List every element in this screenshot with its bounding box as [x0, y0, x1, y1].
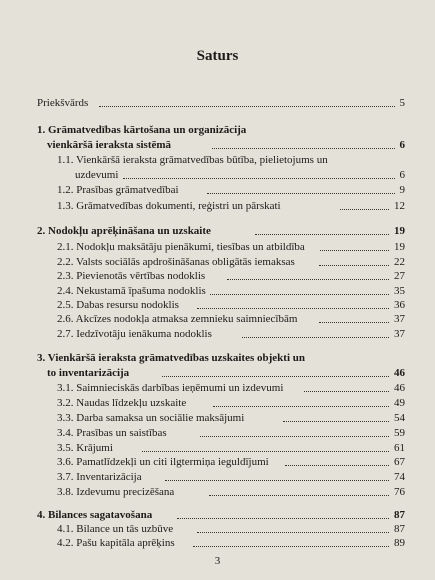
section-4-1 — [57, 522, 405, 536]
dot-leader — [207, 193, 395, 194]
section-2-5-page: 36 — [394, 299, 405, 311]
dot-leader — [283, 421, 389, 422]
section-3-1-label: 3.1. Saimnieciskās darbības ieņēmumi un izdevumi — [57, 382, 284, 394]
dot-leader — [319, 322, 389, 323]
section-1-3-page: 12 — [394, 200, 405, 212]
section-2-2 — [57, 255, 405, 269]
section-2-7 — [57, 327, 405, 341]
section-1-1-line2-page: 6 — [399, 169, 405, 181]
section-1-2-page: 9 — [399, 184, 405, 196]
chapter-2-title-label: 2. Nodokļu aprēķināšana un uzskaite — [37, 225, 211, 237]
dot-leader — [142, 451, 389, 452]
section-2-7-label: 2.7. Iedzīvotāju ienākuma nodoklis — [57, 328, 212, 340]
section-3-3-page: 54 — [394, 412, 405, 424]
foreword-entry-label: Priekšvārds — [37, 97, 89, 109]
section-4-2-label: 4.2. Pašu kapitāla aprēķins — [57, 537, 175, 549]
section-3-4 — [57, 426, 405, 440]
page-number: 3 — [214, 555, 221, 567]
dot-leader — [197, 532, 389, 533]
chapter-2-title — [37, 224, 405, 238]
section-3-8 — [57, 485, 405, 499]
section-3-6 — [57, 455, 405, 469]
dot-leader — [212, 148, 395, 149]
section-3-2-label: 3.2. Naudas līdzekļu uzskaite — [57, 397, 187, 409]
dot-leader — [99, 106, 395, 107]
section-2-5 — [57, 298, 405, 312]
section-3-2-page: 49 — [394, 397, 405, 409]
section-1-2-label: 1.2. Prasības grāmatvedībai — [57, 184, 179, 196]
section-4-1-page: 87 — [394, 523, 405, 535]
section-4-2-page: 89 — [394, 537, 405, 549]
chapter-3-title-line2 — [47, 366, 405, 380]
dot-leader — [193, 546, 389, 547]
dot-leader — [177, 518, 389, 519]
dot-leader — [304, 391, 389, 392]
dot-leader — [165, 480, 389, 481]
section-1-1 — [57, 153, 405, 167]
page-title: Saturs — [196, 48, 239, 64]
section-1-1-label: 1.1. Vienkāršā ieraksta grāmatvedības būtība, pielietojums un — [57, 154, 328, 166]
section-2-5-label: 2.5. Dabas resursu nodoklis — [57, 299, 179, 311]
section-1-1-line2-label: uzdevumi — [75, 169, 119, 181]
dot-leader — [213, 406, 389, 407]
section-2-4 — [57, 284, 405, 298]
dot-leader — [197, 308, 389, 309]
chapter-1-title-line2-label: vienkāršā ieraksta sistēmā — [47, 139, 172, 151]
dot-leader — [285, 465, 389, 466]
section-2-3 — [57, 269, 405, 283]
foreword-entry-page: 5 — [399, 97, 405, 109]
section-2-4-page: 35 — [394, 285, 405, 297]
section-2-1-page: 19 — [394, 241, 405, 253]
chapter-1-title-label: 1. Grāmatvedības kārtošana un organizācija — [37, 124, 247, 136]
section-2-2-page: 22 — [394, 256, 405, 268]
dot-leader — [227, 279, 389, 280]
section-3-7-page: 74 — [394, 471, 405, 483]
dot-leader — [242, 337, 389, 338]
chapter-3-title-label: 3. Vienkāršā ieraksta grāmatvedības uzskaites objekti un — [37, 352, 305, 364]
chapter-1-title-line2 — [47, 138, 405, 152]
chapter-3-title-line2-label: to inventarizācija — [47, 367, 130, 379]
section-3-1-page: 46 — [394, 382, 405, 394]
chapter-4-title — [37, 508, 405, 522]
chapter-3-title-line2-page: 46 — [394, 367, 405, 379]
dot-leader — [162, 376, 389, 377]
section-3-5 — [57, 441, 405, 455]
section-3-1 — [57, 381, 405, 395]
dot-leader — [319, 265, 389, 266]
chapter-1-title-line2-page: 6 — [399, 139, 405, 151]
section-2-1-label: 2.1. Nodokļu maksātāju pienākumi, tiesības un atbildība — [57, 241, 305, 253]
dot-leader — [320, 250, 389, 251]
section-2-7-page: 37 — [394, 328, 405, 340]
section-2-1 — [57, 240, 405, 254]
dot-leader — [123, 178, 395, 179]
section-3-4-page: 59 — [394, 427, 405, 439]
section-2-6-page: 37 — [394, 313, 405, 325]
section-2-6-label: 2.6. Akcīzes nodokļa atmaksa zemnieku saimniecībām — [57, 313, 298, 325]
dot-leader — [200, 436, 389, 437]
section-3-3-label: 3.3. Darba samaksa un sociālie maksājumi — [57, 412, 245, 424]
dot-leader — [255, 234, 389, 235]
chapter-4-title-page: 87 — [394, 509, 405, 521]
section-4-1-label: 4.1. Bilance un tās uzbūve — [57, 523, 174, 535]
section-2-4-label: 2.4. Nekustamā īpašuma nodoklis — [57, 285, 206, 297]
section-1-3 — [57, 199, 405, 213]
section-3-8-page: 76 — [394, 486, 405, 498]
section-4-2 — [57, 536, 405, 550]
chapter-4-title-label: 4. Bilances sagatavošana — [37, 509, 153, 521]
section-3-8-label: 3.8. Izdevumu precizēšana — [57, 486, 175, 498]
dot-leader — [340, 209, 389, 210]
section-2-6 — [57, 312, 405, 326]
dot-leader — [209, 495, 389, 496]
section-3-6-label: 3.6. Pamatlīdzekļi un citi ilgtermiņa ieguldījumi — [57, 456, 269, 468]
section-3-7-label: 3.7. Inventarizācija — [57, 471, 142, 483]
section-1-3-label: 1.3. Grāmatvedības dokumenti, reģistri un pārskati — [57, 200, 281, 212]
section-3-3 — [57, 411, 405, 425]
section-2-3-label: 2.3. Pievienotās vērtības nodoklis — [57, 270, 206, 282]
section-3-5-page: 61 — [394, 442, 405, 454]
section-3-4-label: 3.4. Prasības un saistības — [57, 427, 167, 439]
chapter-3-title — [37, 351, 405, 365]
foreword-entry — [37, 96, 405, 110]
section-3-7 — [57, 470, 405, 484]
section-2-3-page: 27 — [394, 270, 405, 282]
section-2-2-label: 2.2. Valsts sociālās apdrošināšanas obligātās iemaksas — [57, 256, 295, 268]
section-1-1-line2 — [75, 168, 405, 182]
chapter-1-title — [37, 123, 405, 137]
dot-leader — [210, 294, 389, 295]
section-1-2 — [57, 183, 405, 197]
section-3-6-page: 67 — [394, 456, 405, 468]
section-3-2 — [57, 396, 405, 410]
chapter-2-title-page: 19 — [394, 225, 405, 237]
section-3-5-label: 3.5. Krājumi — [57, 442, 113, 454]
